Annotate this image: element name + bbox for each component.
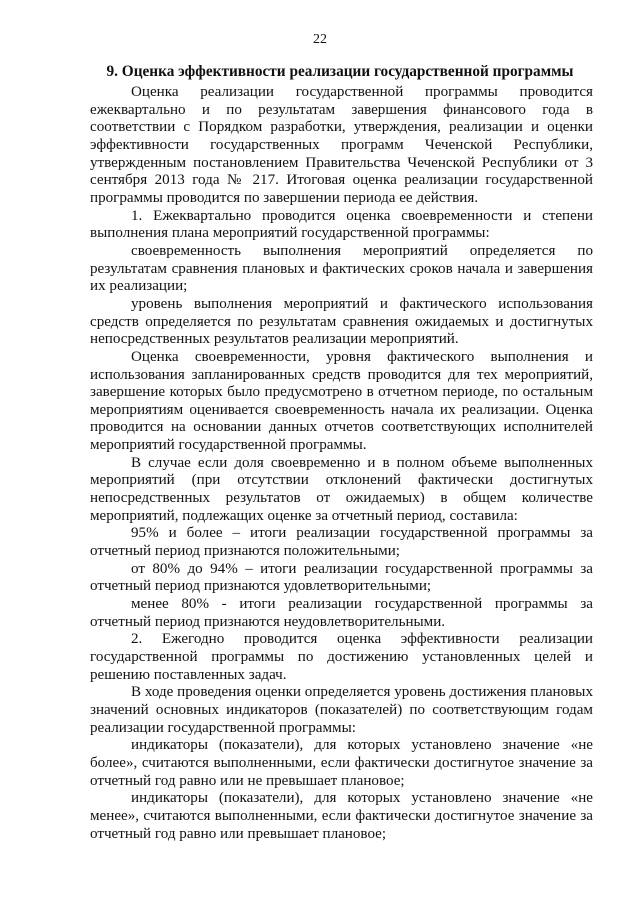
paragraph: индикаторы (показатели), для которых установлено значение «не более», считаются выполненными, если фактически достигнутое значение за отчетный год равно или не превышает плановое; — [90, 737, 593, 789]
paragraph: 95% и более – итоги реализации государственной программы за отчетный период признаются положительными; — [90, 525, 593, 560]
section-heading: 9. Оценка эффективности реализации государственной программы — [106, 63, 574, 80]
paragraph: 1. Ежеквартально проводится оценка своевременности и степени выполнения плана мероприятий государственной программы: — [90, 207, 593, 242]
page-number: 22 — [313, 32, 327, 47]
paragraph: уровень выполнения мероприятий и фактического использования средств определяется по результатам сравнения ожидаемых и достигнутых непосредственных результатов реализации мероприятий. — [90, 295, 593, 348]
paragraph: 2. Ежегодно проводится оценка эффективности реализации государственной программы по достижению установленных целей и решению поставленных задач. — [90, 631, 593, 683]
paragraph: от 80% до 94% – итоги реализации государственной программы за отчетный период признаются удовлетворительными; — [90, 560, 593, 595]
paragraph: В ходе проведения оценки определяется уровень достижения плановых значений основных индикаторов (показателей) по соответствующим годам реализации государственной программы: — [90, 684, 593, 736]
paragraph: менее 80% - итоги реализации государственной программы за отчетный период признаются неудовлетворительными. — [90, 596, 593, 630]
paragraph: индикаторы (показатели), для которых установлено значение «не менее», считаются выполненными, если фактически достигнутое значение за отчетный год равно или превышает плановое; — [90, 790, 593, 842]
paragraph: своевременность выполнения мероприятий определяется по результатам сравнения плановых и фактических сроков начала и завершения их реализации; — [90, 242, 593, 295]
paragraph: В случае если доля своевременно и в полном объеме выполненных мероприятий (при отсутствии отклонений фактически достигнутых непосредственных результатов от ожидаемых) в общем количестве мероприятий, подлежащих оценке за отчетный период, составила: — [90, 454, 593, 524]
paragraph: Оценка своевременности, уровня фактического выполнения и использования запланированных средств проводится для тех мероприятий, завершение которых было предусмотрено в отчетном периоде, по остальным мероприятиям оценивается своевременность начала их реализации. Оценка проводится на основании данных отчетов соответствующих исполнителей мероприятий государственной программы. — [90, 348, 593, 454]
paragraph: Оценка реализации государственной программы проводится ежеквартально и по результатам завершения финансового года в соответствии с Порядком разработки, утверждения, реализации и оценки эффективности государственных программ Чеченской Республики, утвержденным постановлением Правительства Чеченской Республики от 3 сентября 2013 года № 217. Итоговая оценка реализации государственной программы проводится по завершении периода ее действия. — [90, 84, 593, 206]
document-body — [90, 84, 593, 843]
